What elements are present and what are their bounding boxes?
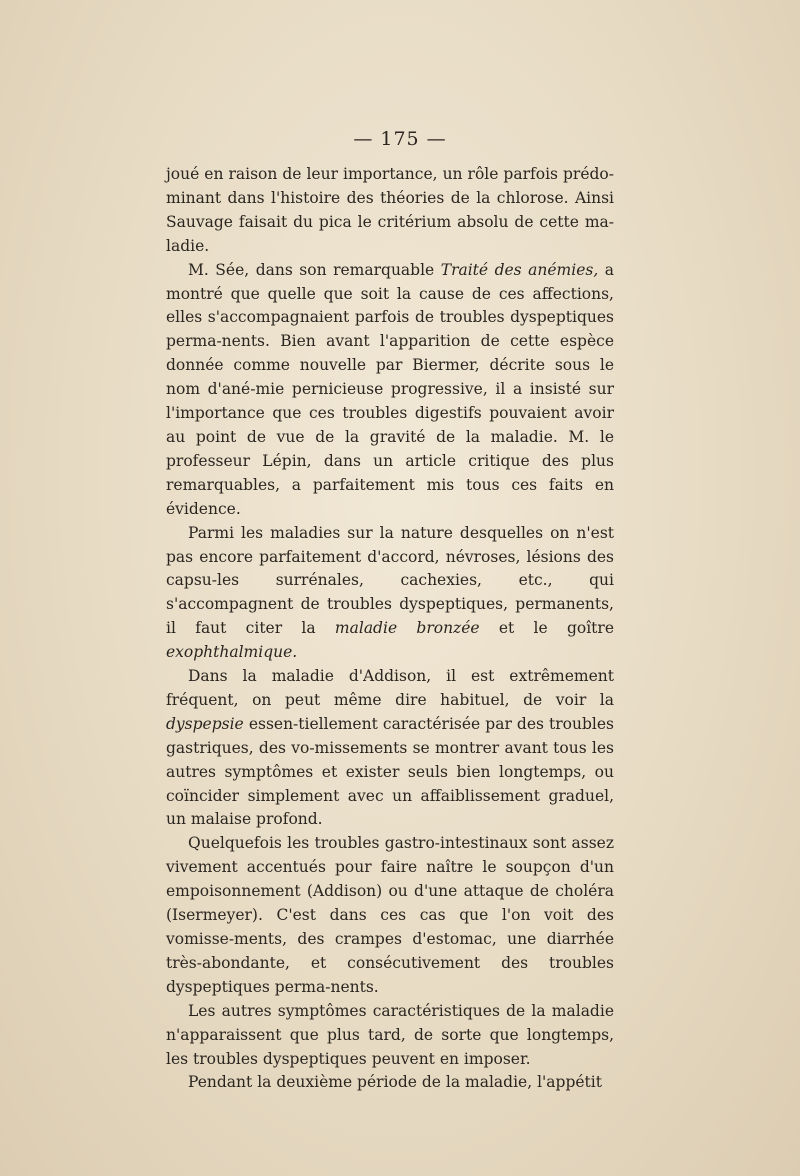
paragraph-1 [166,163,614,259]
paragraph-1-text: joué en raison de leur importance, un rôle parfois prédo-minant dans l'histoire des théories de la chlorose. Ainsi Sauvage faisait du pica le critérium absolu de cette ma-ladie. [166,165,614,255]
paragraph-7 [166,1071,614,1095]
page-number: — 175 — [353,128,447,150]
term-dyspepsie: dyspepsie [166,714,244,733]
paragraph-3 [166,522,614,665]
book-title-traite-des-anemies: Traité des anémies, [440,260,599,279]
paragraph-6 [166,1000,614,1072]
paragraph-7-text: Pendant la deuxième période de la maladie, l'appétit [188,1073,602,1092]
paragraph-4-text-a: Dans la maladie d'Addison, il est extrêmement fréquent, on peut même dire habituel, de voir la [166,667,614,709]
paragraph-4-text-b: essen-tiellement caractérisée par des troubles gastriques, des vo-missements se montrer avant tous les autres symptômes et exister seuls bien longtemps, ou coïncider simplement avec un affaiblissement graduel, un malaise profond. [166,714,614,829]
paragraph-3-text-a: Parmi les maladies sur la nature desquelles on n'est pas encore parfaitement d'accord, névroses, lésions des capsu-les surrénales, cachexies, etc., qui s'accompagnent de troubles dyspeptiques, permanents, il faut citer la [166,523,614,638]
paragraph-2-text-b: a montré que quelle que soit la cause de ces affections, elles s'accompagnaient parfois de troubles dyspeptiques perma-nents. Bien avant l'apparition de cette espèce donnée comme nouvelle par Biermer, décrite sous le nom d'ané-mie pernicieuse progressive, il a insisté sur l'importance que ces troubles digestifs pouvaient avoir au point de vue de la gravité de la maladie. M. le professeur Lépin, dans un article critique des plus remarquables, a parfaitement mis tous ces faits en évidence. [166,260,615,518]
paragraph-4 [166,665,614,832]
paragraph-3-text-b: et le goître [479,619,614,638]
paragraph-6-text: Les autres symptômes caractéristiques de la maladie n'apparaissent que plus tard, de sorte que longtemps, les troubles dyspeptiques peuvent en imposer. [166,1001,614,1068]
paragraph-5-text: Quelquefois les troubles gastro-intestinaux sont assez vivement accentués pour faire naître le soupçon d'un empoisonnement (Addison) ou d'une attaque de choléra (Isermeyer). C'est dans ces cas que l'on voit des vomisse-ments, des crampes d'estomac, une diarrhée très-abondante, et consécutivement des troubles dyspeptiques perma-nents. [166,834,614,996]
term-exophthalmique: exophthalmique. [166,643,298,662]
paragraph-2-text-a: M. Sée, dans son remarquable [188,260,441,279]
term-maladie-bronzee: maladie bronzée [334,619,480,638]
paragraph-2 [166,259,614,522]
paragraph-5 [166,832,614,999]
body-text [166,163,614,1095]
